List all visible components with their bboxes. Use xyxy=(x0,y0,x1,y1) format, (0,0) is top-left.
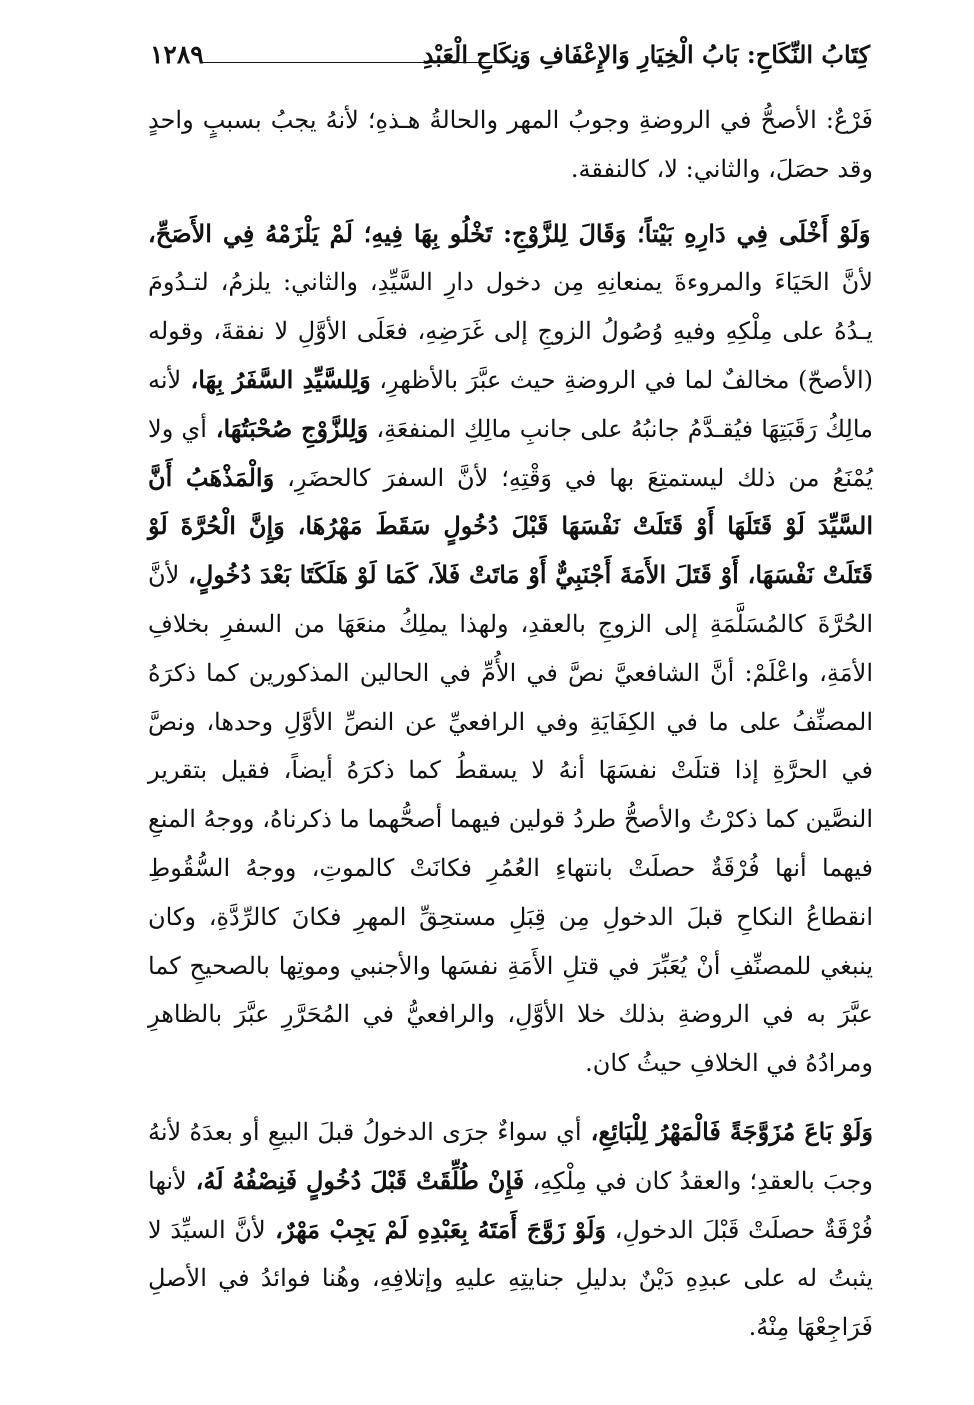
matn-text: وَالْمَذْهَبُ أَنَّ السَّيِّدَ لَوْ قَتَلَهَا أَوْ قَتَلَتْ نَفْسَهَا قَبْلَ دُخُولٍ سَقَطَ مَهْرُهَا، وَإِنَّ الْحُرَّةَ لَوْ قَتَلَتْ نَفْسَهَا، أَوْ قَتَلَ الأَمَةَ أَجْنَبِيٌّ أَوْ مَاتَتْ فَلاَ، كَمَا لَوْ هَلَكَتَا بَعْدَ دُخُولٍ، xyxy=(148,462,873,590)
commentary-text: أي سواءٌ جرَى الدخولُ قبلَ البيعِ أو بعدَهُ لأنهُ وجبَ بالعقدِ؛ والعقدُ كان في مِلْكِهِ، xyxy=(148,1117,873,1195)
matn-text: وَلَوْ بَاعَ مُزَوَّجَةً فَالْمَهْرُ لِلْبَائِعِ، xyxy=(581,1116,874,1146)
commentary-text: لأنَّ الحَيَاءَ والمروءةَ يمنعانِهِ مِن دخول دارِ السَّيِّدِ، والثاني: يلزمُ، لتـدُومَ يـدُهُ على مِلْكِهِ وفيهِ وُصُولُ الزوجِ إلى غَرَضِهِ، فعَلَى الأوَّلِ لا نفقةَ، وقوله (الأصحّ) مخالفٌ لما في الروضةِ حيث عبَّرَ بالأظهرِ، xyxy=(148,268,873,394)
paragraph-khalwa xyxy=(148,210,873,1088)
commentary-text: لأنه مالِكُ رَقَبَتِهَا فيُقـدَّمُ جانبُهُ على جانبِ مالِكِ المنفعَةِ، xyxy=(148,365,874,443)
matn-text: وَلَوْ أَخْلَى فِي دَارِهِ بَيْتاً؛ وَقَالَ لِلزَّوْجِ: تَخْلُو بِهَا فِيهِ؛ لَمْ يَلْزَمْهُ فِي الأَصَحِّ، xyxy=(148,218,871,248)
page-number: ١٢٨٩ xyxy=(150,40,204,69)
paragraph-bay xyxy=(148,1108,873,1352)
page-header xyxy=(150,40,870,76)
commentary-text: لأنَّ الحُرَّةَ كالمُسَلَّمَةِ إلى الزوجِ بالعقدِ، ولهذا يملِكُ منعَهَا من السفرِ بخلافِ الأمَةِ، واعْلَمْ: أنَّ الشافعيَّ نصَّ في الأُمِّ في الحالين المذكورين كما ذكرَهُ المصنِّفُ على ما في الكِفَايَةِ وفي الرافعيِّ عن النصِّ الأوَّلِ وحدها، ونصَّ في الحرَّةِ إذا قتلَتْ نفسَهَا أنهُ لا يسقطُ كما ذكرَهُ أيضاً، فقيل بتقرير النصَّين كما ذكرْتُ والأصحُّ طردُ قولين فيهما أصحُّهما ما ذكرناهُ، ووجهُ المنعِ فيهما أنها فُرْقَةٌ حصلَتْ بانتهاءِ العُمُرِ فكانَتْ كالموتِ، ووجهُ السُّقُوطِ انقطاعُ النكاحِ قبلَ الدخولِ مِن قِبَلِ مستحِقِّ المهرِ فكانَ كالرِّدَّةِ، وكان ينبغي للمصنِّفِ أنْ يُعَبِّرَ في قتلِ الأَمَةِ نفسَها والأجنبي وموتِها بالصحيحِ كما عبَّرَ به في الروضةِ بذلك خلا الأوَّلِ، والرافعيُّ في المُحَرَّرِ عبَّرَ بالظاهرِ ومرادُهُ في الخلافِ حيثُ كان. xyxy=(148,561,873,1078)
commentary-text: لأنها فُرْقَةٌ حصلَتْ قَبْلَ الدخولِ، xyxy=(148,1166,873,1244)
matn-text: فَإِنْ طُلِّقَتْ قَبْلَ دُخُولٍ فَنِصْفُهُ لَهُ، xyxy=(186,1165,525,1195)
matn-text: وَلَوْ زَوَّجَ أَمَتَهُ بِعَبْدِهِ لَمْ يَجِبْ مَهْرٌ، xyxy=(265,1214,606,1244)
commentary-text: أي ولا يُمْنَعُ من ذلك ليستمتِعَ بها في وَقْتِهِ؛ لأنَّ السفرَ كالحضَرِ، xyxy=(148,414,873,492)
running-title: كِتَابُ النِّكَاحِ: بَابُ الْخِيَارِ وَالإِعْفَافِ وَنِكَاحِ الْعَبْدِ xyxy=(422,40,870,69)
matn-text: وَلِلسَّيِّدِ السَّفَرُ بِهَا، xyxy=(181,364,371,394)
commentary-text: لأنَّ السيِّدَ لا يثبتُ له على عبدِهِ دَيْنٌ بدليلِ جنايتِهِ عليهِ وإتلافِهِ، وهُنا فوائدُ في الأصلِ فَرَاجِعْهَا مِنْهُ. xyxy=(148,1215,873,1342)
paragraph-far xyxy=(148,96,873,194)
matn-text: وَلِلزَّوْجِ صُحْبَتُهَا، xyxy=(206,413,369,443)
body-text xyxy=(148,96,873,1352)
commentary-text: فَرْعٌ: الأصحُّ في الروضةِ وجوبُ المهر والحالةُ هـذهِ؛ لأنهُ يجبُ بسببٍ واحدٍ وقد حصَلَ، والثاني: لا، كالنفقة. xyxy=(148,106,873,183)
